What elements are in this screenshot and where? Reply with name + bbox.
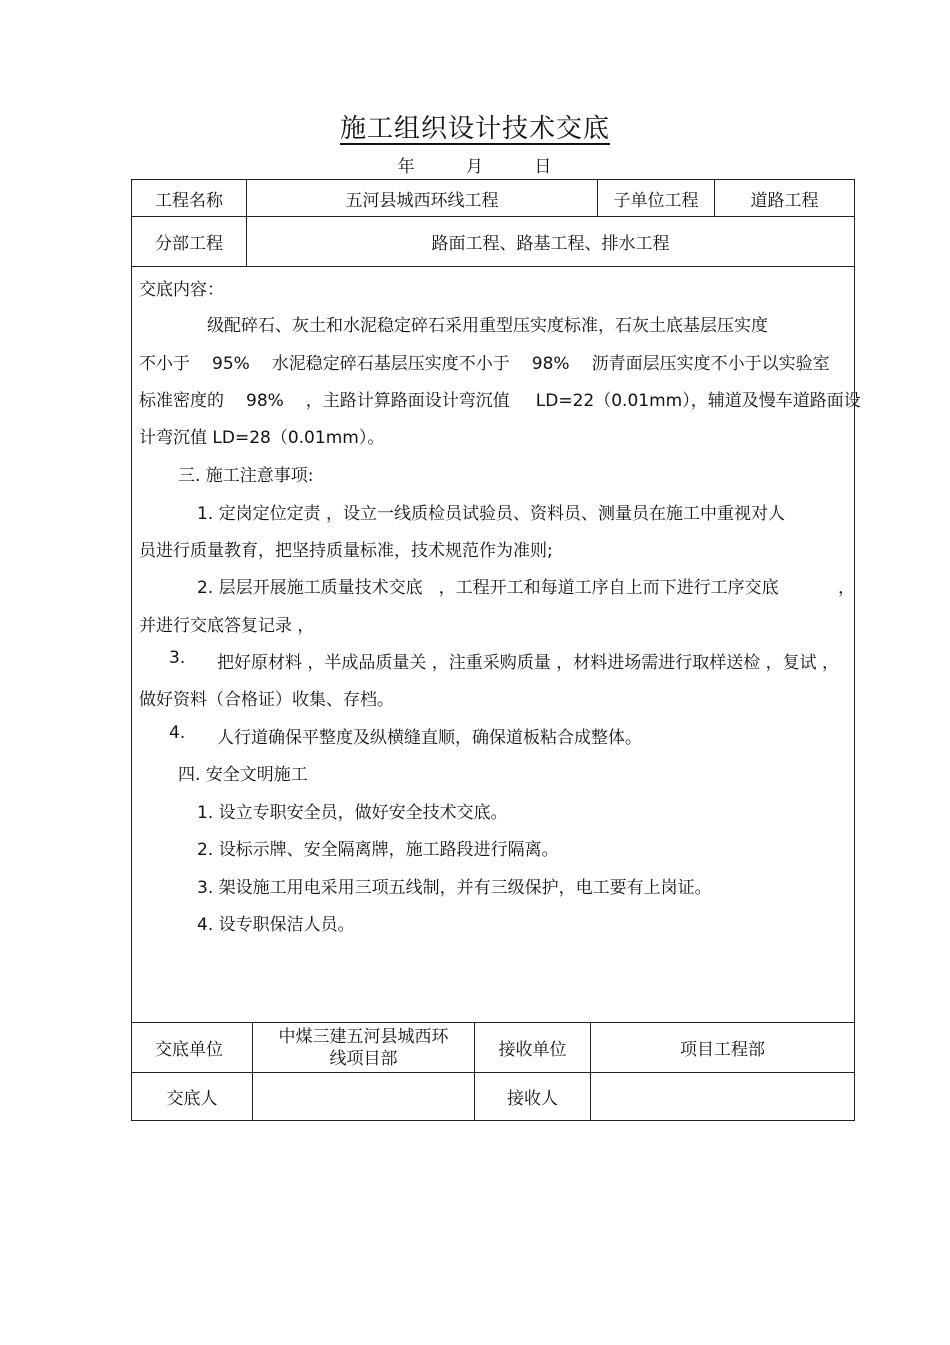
row-divider	[132, 266, 854, 267]
list-item: 4. 设专职保洁人员。	[197, 915, 355, 935]
issuer-unit-value: 中煤三建五河县城西环 线项目部	[278, 1026, 449, 1069]
list-item: 人行道确保平整度及纵横缝直顺，确保道板粘合成整体。	[217, 728, 642, 748]
content-heading: 交底内容：	[139, 280, 224, 300]
list-item-continuation: 做好资料（合格证）收集、存档。	[139, 690, 394, 710]
date-year: 年	[397, 157, 416, 177]
issuer-person-label: 交底人	[166, 1089, 218, 1109]
issuer-unit-label: 交底单位	[155, 1040, 223, 1060]
receiver-person-value	[591, 1073, 854, 1120]
list-item: 3. 架设施工用电采用三项五线制，并有三级保护，电工要有上岗证。	[197, 878, 712, 898]
list-item: 把好原材料 ，半成品质量关 ，注重采购质量 ，材料进场需进行取样送检 ，复试 ，	[217, 653, 840, 673]
disclosure-form	[131, 179, 861, 1121]
paragraph-line: 级配碎石、灰土和水泥稳定碎石采用重型压实度标准，石灰土底基层压实度	[207, 316, 768, 336]
date-month: 月	[466, 157, 484, 177]
list-item-number: 3.	[169, 648, 186, 668]
receiver-unit-value: 项目工程部	[680, 1040, 765, 1060]
list-item: 2. 设标示牌、安全隔离牌，施工路段进行隔离。	[197, 840, 559, 860]
document-title: 施工组织设计技术交底	[339, 114, 610, 144]
list-item: 1. 设立专职安全员，做好安全技术交底。	[197, 803, 508, 823]
list-item: 1. 定岗定位定责 ，设立一线质检员试验员、资料员、测量员在施工中重视对人	[197, 504, 786, 524]
paragraph-line: 标准密度的 98% ，主路计算路面设计弯沉值 LD=22（0.01mm），辅道及慢车道路面设	[139, 391, 861, 411]
project-name-label: 工程名称	[155, 190, 223, 211]
division-value: 路面工程、路基工程、排水工程	[431, 234, 670, 254]
date-day: 日	[534, 157, 553, 177]
paragraph-line: 计弯沉值 LD=28（0.01mm）。	[139, 428, 385, 448]
list-item: 2. 层层开展施工质量技术交底 ，工程开工和每道工序自上而下进行工序交底	[197, 578, 779, 598]
paragraph-line: 不小于 95% 水泥稳定碎石基层压实度不小于 98% 沥青面层压实度不小于以实验室	[139, 354, 830, 374]
subunit-label: 子单位工程	[613, 190, 699, 211]
receiver-unit-label: 接收单位	[498, 1040, 567, 1060]
list-item-continuation: 员进行质量教育，把坚持质量标准，技术规范作为准则;	[139, 541, 553, 561]
section-heading: 三. 施工注意事项:	[178, 466, 314, 486]
issuer-person-value	[253, 1073, 474, 1120]
division-label: 分部工程	[155, 234, 223, 254]
section-heading: 四. 安全文明施工	[178, 765, 308, 785]
receiver-person-label: 接收人	[507, 1089, 558, 1109]
subunit-value: 道路工程	[750, 190, 819, 211]
project-name-value: 五河县城西环线工程	[345, 190, 499, 211]
date-line	[0, 152, 950, 177]
list-item-continuation: 并进行交底答复记录 ，	[139, 616, 315, 636]
list-item-comma: ，	[838, 578, 855, 598]
list-item-number: 4.	[169, 723, 186, 743]
